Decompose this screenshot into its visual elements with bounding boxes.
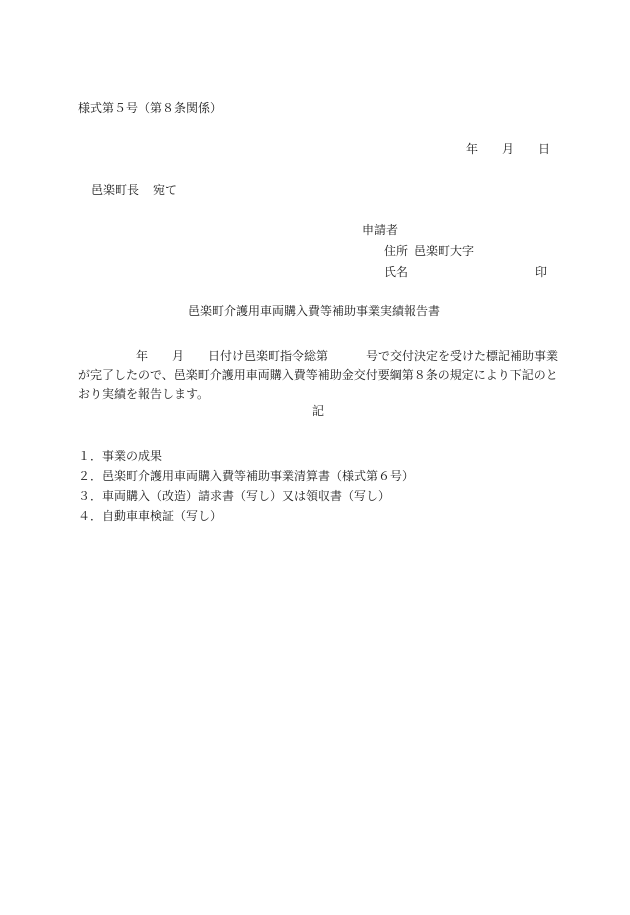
list-item-text: 自動車車検証（写し） — [102, 509, 223, 523]
applicant-address-row — [384, 245, 474, 257]
addressee — [91, 184, 177, 196]
list-item — [78, 446, 414, 466]
body-text-after-number: 号で交付決定を受けた標記補助事業が完了したので、邑楽町介護用車両購入費等補助金交付要綱第８条の規定により下記のとおり実績を報告します。 — [78, 349, 559, 401]
attachment-list — [78, 446, 414, 526]
date-line — [466, 143, 550, 155]
date-day-label: 日 — [538, 142, 551, 156]
body-text-after-date: 日付け邑楽町指令総第 — [208, 349, 329, 363]
addressee-name: 邑楽町長 — [91, 183, 140, 197]
list-item — [78, 506, 414, 526]
applicant-name-row — [384, 266, 549, 278]
list-item-text: 邑楽町介護用車両購入費等補助事業清算書（様式第６号） — [102, 469, 415, 483]
list-item — [78, 466, 414, 486]
body-paragraph — [78, 347, 560, 404]
body-year-label: 年 — [136, 349, 149, 363]
addressee-suffix: 宛て — [153, 183, 178, 197]
document-title: 邑楽町介護用車両購入費等補助事業実績報告書 — [188, 304, 441, 318]
list-item-number: ２． — [78, 469, 103, 483]
address-label: 住所 — [384, 244, 409, 258]
note-mark: 記 — [312, 404, 325, 418]
seal-mark: 印 — [534, 265, 547, 279]
date-month-label: 月 — [502, 142, 515, 156]
list-item — [78, 486, 414, 506]
list-item-number: １． — [78, 449, 103, 463]
body-month-label: 月 — [172, 349, 185, 363]
list-item-number: ３． — [78, 489, 103, 503]
list-item-number: ４． — [78, 509, 103, 523]
list-item-text: 事業の成果 — [102, 449, 163, 463]
date-year-label: 年 — [466, 142, 479, 156]
address-value: 邑楽町大字 — [414, 244, 475, 258]
list-item-text: 車両購入（改造）請求書（写し）又は領収書（写し） — [102, 489, 391, 503]
form-number: 様式第５号（第８条関係） — [78, 101, 223, 115]
name-label: 氏名 — [384, 265, 409, 279]
applicant-label: 申請者 — [362, 223, 399, 237]
